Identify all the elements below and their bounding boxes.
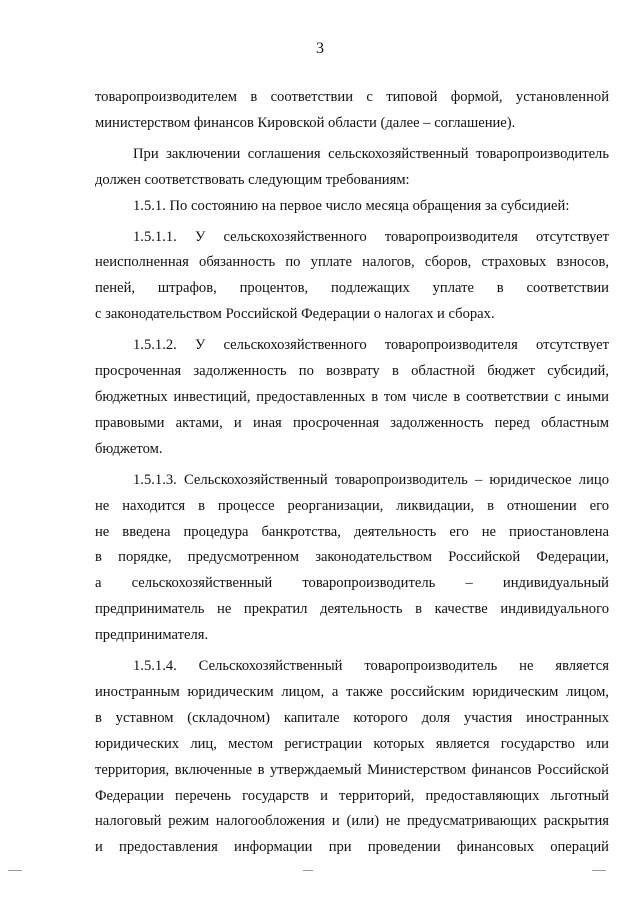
text-line: должен соответствовать следующим требованиям: (95, 171, 410, 188)
text-line: предприниматель не прекратил деятельность в качестве индивидуального (95, 601, 609, 618)
scan-artifact (592, 870, 606, 871)
text-line: и предоставления информации при проведении финансовых операций (95, 839, 609, 856)
text-line: а сельскохозяйственный товаропроизводитель – индивидуальный (95, 575, 609, 592)
text-line: 1.5.1.3. Сельскохозяйственный товаропроизводитель – юридическое лицо (133, 471, 609, 488)
text-line: 1.5.1.1. У сельскохозяйственного товаропроизводителя отсутствует (133, 228, 609, 245)
text-line: Федерации перечень государств и территорий, предоставляющих льготный (95, 787, 609, 804)
page-number: 3 (316, 40, 324, 57)
text-line: министерством финансов Кировской области (далее – соглашение). (95, 114, 516, 131)
text-line: бюджетом. (95, 440, 163, 457)
text-line: территория, включенные в утверждаемый Министерством финансов Российской (95, 761, 609, 778)
scan-artifact (8, 870, 22, 871)
text-line: не введена процедура банкротства, деятельность его не приостановлена (95, 523, 609, 540)
text-line: 1.5.1.2. У сельскохозяйственного товаропроизводителя отсутствует (133, 337, 609, 354)
text-line: юридических лиц, местом регистрации которых является государство или (95, 735, 609, 752)
text-line: просроченная задолженность по возврату в областной бюджет субсидий, (95, 363, 609, 380)
text-line: с законодательством Российской Федерации о налогах и сборах. (95, 306, 495, 323)
text-line: не находится в процессе реорганизации, ликвидации, в отношении его (95, 497, 609, 514)
text-line: иностранным юридическим лицом, а также российским юридическим лицом, (95, 683, 609, 700)
text-line: товаропроизводителем в соответствии с типовой формой, установленной (95, 89, 609, 105)
text-line: в уставном (складочном) капитале которого доля участия иностранных (95, 709, 609, 726)
text-line: предпринимателя. (95, 627, 209, 644)
scan-artifact (303, 870, 313, 871)
text-line: При заключении соглашения сельскохозяйственный товаропроизводитель (133, 145, 609, 162)
text-line: налоговый режим налогообложения и (или) не предусматривающих раскрытия (95, 813, 609, 830)
document-body (95, 85, 609, 861)
clause-heading: 1.5.1. По состоянию на первое число месяца обращения за субсидией: (133, 197, 570, 214)
text-line: бюджетных инвестиций, предоставленных в том числе в соответствии с иными (95, 388, 609, 405)
text-line: неисполненная обязанность по уплате налогов, сборов, страховых взносов, (95, 254, 609, 271)
text-line: в порядке, предусмотренном законодательством Российской Федерации, (95, 549, 609, 566)
text-line: пеней, штрафов, процентов, подлежащих уплате в соответствии (95, 280, 609, 297)
text-line: правовыми актами, и иная просроченная задолженность перед областным (95, 414, 609, 431)
text-line: 1.5.1.4. Сельскохозяйственный товаропроизводитель не является (133, 658, 609, 675)
